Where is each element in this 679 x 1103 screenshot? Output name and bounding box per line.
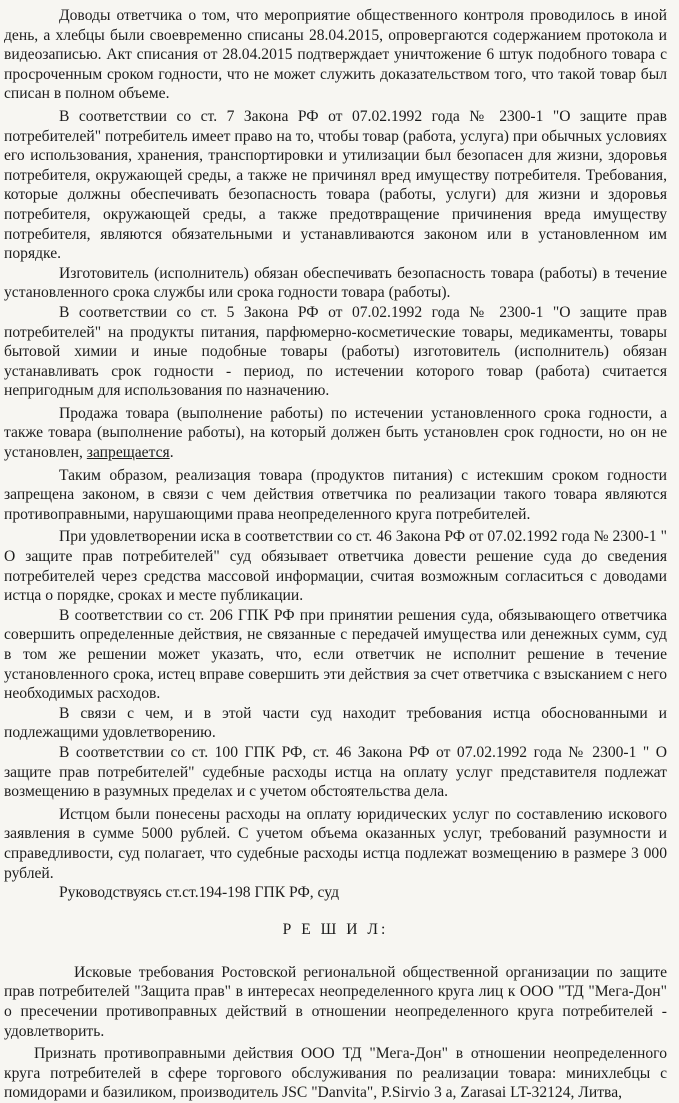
resolution-2: Признать противоправными действия ООО ТД "Мега-Дон" в отношении неопределенного круга потребителей в сфере торгового обслуживания по реализации товара: минихлебцы с помидорами и базиликом, производитель JSC "Danvita", P.Sirvio 3 a, Zarasai LT-32124, Литва, [4, 1045, 667, 1102]
paragraph-9: В связи с чем, и в этой части суд находит требования истца обоснованными и подлежащими удовлетворению. [4, 704, 667, 742]
resolution-1: Исковые требования Ростовской региональной общественной организации по защите прав потребителей "Защита прав" в интересах неопределенного круга лиц к ООО "ТД "Мега-Дон" о пресечении противоправных действий в отношении неопределенного круга потребителей - удовлетворить. [4, 963, 667, 1040]
paragraph-5-text: Продажа товара (выполнение работы) по истечении установленного срока годности, а также товара (выполнение работы), на который должен быть установлен срок годности, но он не установлен, [4, 404, 667, 462]
paragraph-2: В соответствии со ст. 7 Закона РФ от 07.02.1992 года № 2300-1 "О защите прав потребителей" потребитель имеет право на то, чтобы товар (работа, услуга) при обычных условиях его использования, хранения, транспортировки и утилизации был безопасен для жизни, здоровья потребителя, окружающей среды, а также не причинял вред имуществу потребителя. Требования, которые должны обеспечивать безопасность товара (работы, услуги) для жизни и здоровья потребителя, окружающей среды, а также предотвращение причинения вреда имуществу потребителя, являются обязательными и устанавливаются законом или в установленном им порядке. [4, 107, 667, 263]
paragraph-4: В соответствии со ст. 5 Закона РФ от 07.02.1992 года № 2300-1 "О защите прав потребителей" на продукты питания, парфюмерно-косметические товары, медикаменты, товары бытовой химии и иные подобные товары (работы) изготовитель (исполнитель) обязан устанавливать срок годности - период, по истечении которого товар (работа) считается непригодным для использования по назначению. [4, 303, 667, 400]
paragraph-5-tail: . [169, 444, 174, 462]
paragraph-5 [4, 404, 667, 463]
decision-heading: Р Е Ш И Л: [282, 920, 389, 938]
paragraph-8: В соответствии со ст. 206 ГПК РФ при принятии решения суда, обязывающего ответчика совершить определенные действия, не связанные с передачей имущества или денежных сумм, суд в том же решении может указать, что, если ответчик не исполнит решение в течение установленного срока, истец вправе совершить эти действия за счет ответчика с взысканием с него необходимых расходов. [4, 606, 667, 703]
paragraph-6: Таким образом, реализация товара (продуктов питания) с истекшим сроком годности запрещена законом, в связи с чем действия ответчика по реализации такого товара являются противоправными, нарушающими права неопределенного круга потребителей. [4, 466, 667, 523]
paragraph-10: В соответствии со ст. 100 ГПК РФ, ст. 46 Закона РФ от 07.02.1992 года № 2300-1 " О защите прав потребителей" судебные расходы истца на оплату услуг представителя подлежат возмещению в разумных пределах и с учетом обстоятельства дела. [4, 743, 667, 801]
paragraph-3: Изготовитель (исполнитель) обязан обеспечивать безопасность товара (работы) в течение установленного срока службы или срока годности товара (работы). [4, 264, 667, 302]
paragraph-12: Руководствуясь ст.ст.194-198 ГПК РФ, суд [59, 884, 340, 902]
paragraph-1: Доводы ответчика о том, что мероприятие общественного контроля проводилось в иной день, а хлебцы были своевременно списаны 28.04.2015, опровергаются содержанием протокола и видеозаписью. Акт списания от 28.04.2015 подтверждает уничтожение 6 штук подобного товара с просроченным сроком годности, что не может служить доказательством того, что такой товар был списан в полном объеме. [4, 7, 667, 103]
paragraph-11: Истцом были понесены расходы на оплату юридических услуг по составлению искового заявления в сумме 5000 рублей. С учетом объема оказанных услуг, требований разумности и справедливости, суд полагает, что судебные расходы истца подлежат возмещению в размере 3 000 рублей. [4, 805, 667, 882]
paragraph-7: При удовлетворении иска в соответствии со ст. 46 Закона РФ от 07.02.1992 года № 2300-1 " О защите прав потребителей" суд обязывает ответчика довести решение суда до сведения потребителей через средства массовой информации, считая возможным согласиться с доводами истца о порядке, сроках и месте публикации. [4, 528, 667, 605]
underlined-word: запрещается [86, 444, 170, 462]
